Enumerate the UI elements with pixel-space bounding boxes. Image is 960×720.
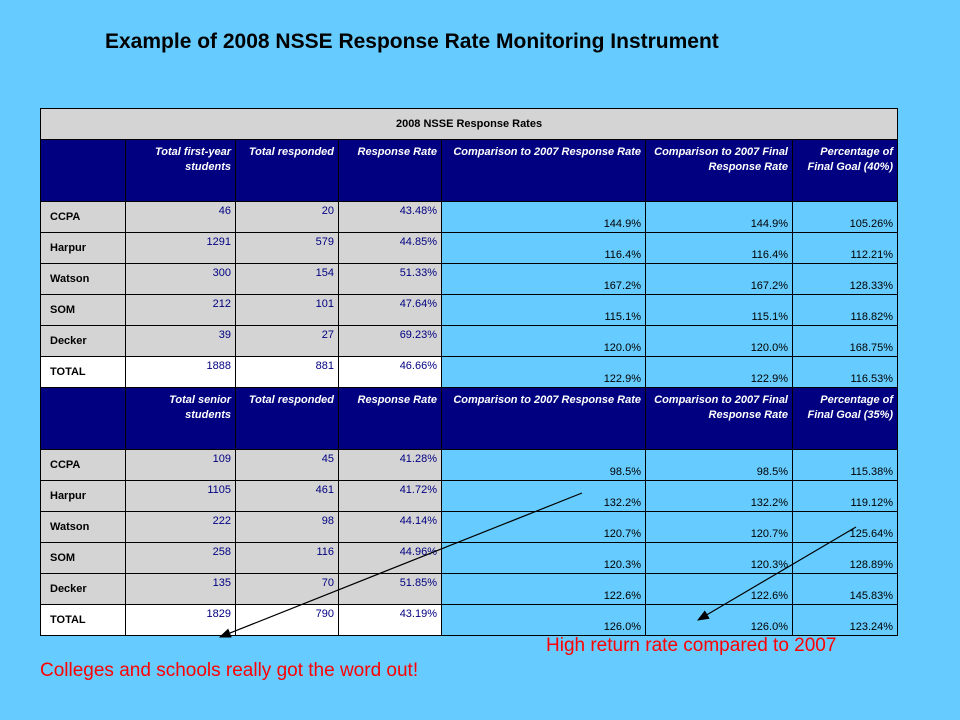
first-year-header-cell: Total first-year students [126, 140, 236, 202]
senior-header-cell: Response Rate [339, 388, 442, 450]
first-year-cell-total: 212 [126, 295, 236, 326]
first-year-cell-rate: 43.48% [339, 202, 442, 233]
first-year-cell-name: Watson [41, 264, 126, 295]
first-year-header-cell: Comparison to 2007 Final Response Rate [646, 140, 793, 202]
senior-cell-cmp-rate: 98.5% [442, 450, 646, 481]
first-year-cell-cmp-rate: 167.2% [442, 264, 646, 295]
first-year-cell-responded: 154 [236, 264, 339, 295]
senior-cell-rate: 41.28% [339, 450, 442, 481]
arrow-to-colleges-note [220, 493, 582, 637]
senior-cell-name: Decker [41, 574, 126, 605]
first-year-cell-cmp-rate: 116.4% [442, 233, 646, 264]
senior-cell-total: 1105 [126, 481, 236, 512]
senior-cell-rate: 41.72% [339, 481, 442, 512]
slide-title: Example of 2008 NSSE Response Rate Monitoring Instrument [105, 30, 719, 53]
first-year-header-cell: Comparison to 2007 Response Rate [442, 140, 646, 202]
senior-cell-cmp-final: 120.3% [646, 543, 793, 574]
senior-cell-name: TOTAL [41, 605, 126, 636]
first-year-cell-responded: 881 [236, 357, 339, 388]
senior-cell-name: Watson [41, 512, 126, 543]
first-year-cell-name: SOM [41, 295, 126, 326]
first-year-cell-responded: 101 [236, 295, 339, 326]
first-year-cell-rate: 47.64% [339, 295, 442, 326]
first-year-cell-total: 300 [126, 264, 236, 295]
first-year-cell-total: 46 [126, 202, 236, 233]
senior-cell-total: 258 [126, 543, 236, 574]
senior-cell-goal: 115.38% [793, 450, 898, 481]
first-year-cell-cmp-final: 120.0% [646, 326, 793, 357]
first-year-header-cell: Response Rate [339, 140, 442, 202]
senior-header-cell: Total senior students [126, 388, 236, 450]
senior-cell-name: SOM [41, 543, 126, 574]
senior-cell-cmp-final: 98.5% [646, 450, 793, 481]
first-year-cell-rate: 46.66% [339, 357, 442, 388]
senior-cell-cmp-final: 120.7% [646, 512, 793, 543]
senior-cell-responded: 98 [236, 512, 339, 543]
first-year-cell-goal: 128.33% [793, 264, 898, 295]
senior-cell-cmp-rate: 122.6% [442, 574, 646, 605]
senior-cell-responded: 116 [236, 543, 339, 574]
first-year-cell-total: 39 [126, 326, 236, 357]
senior-cell-cmp-final: 126.0% [646, 605, 793, 636]
senior-cell-rate: 43.19% [339, 605, 442, 636]
first-year-cell-rate: 51.33% [339, 264, 442, 295]
senior-cell-cmp-rate: 120.7% [442, 512, 646, 543]
first-year-cell-rate: 44.85% [339, 233, 442, 264]
senior-cell-cmp-rate: 132.2% [442, 481, 646, 512]
table-caption: 2008 NSSE Response Rates [41, 109, 898, 140]
first-year-cell-cmp-final: 122.9% [646, 357, 793, 388]
first-year-cell-goal: 112.21% [793, 233, 898, 264]
first-year-cell-cmp-rate: 122.9% [442, 357, 646, 388]
senior-cell-total: 135 [126, 574, 236, 605]
first-year-cell-responded: 579 [236, 233, 339, 264]
first-year-cell-cmp-final: 144.9% [646, 202, 793, 233]
first-year-cell-name: Decker [41, 326, 126, 357]
senior-header-cell: Comparison to 2007 Response Rate [442, 388, 646, 450]
senior-cell-rate: 51.85% [339, 574, 442, 605]
first-year-cell-responded: 20 [236, 202, 339, 233]
first-year-cell-total: 1888 [126, 357, 236, 388]
senior-cell-goal: 123.24% [793, 605, 898, 636]
first-year-header-cell: Percentage of Final Goal (40%) [793, 140, 898, 202]
senior-cell-rate: 44.14% [339, 512, 442, 543]
senior-cell-cmp-rate: 120.3% [442, 543, 646, 574]
senior-cell-goal: 145.83% [793, 574, 898, 605]
annotation-high-return: High return rate compared to 2007 [546, 635, 837, 656]
senior-cell-rate: 44.96% [339, 543, 442, 574]
senior-cell-total: 1829 [126, 605, 236, 636]
first-year-cell-cmp-rate: 144.9% [442, 202, 646, 233]
senior-cell-responded: 70 [236, 574, 339, 605]
first-year-cell-cmp-rate: 115.1% [442, 295, 646, 326]
annotation-colleges: Colleges and schools really got the word out! [40, 660, 419, 681]
first-year-cell-cmp-rate: 120.0% [442, 326, 646, 357]
first-year-cell-total: 1291 [126, 233, 236, 264]
first-year-cell-goal: 116.53% [793, 357, 898, 388]
senior-cell-name: Harpur [41, 481, 126, 512]
first-year-cell-cmp-final: 167.2% [646, 264, 793, 295]
first-year-cell-name: Harpur [41, 233, 126, 264]
senior-cell-goal: 125.64% [793, 512, 898, 543]
senior-header-cell: Total responded [236, 388, 339, 450]
first-year-cell-cmp-final: 115.1% [646, 295, 793, 326]
senior-header-cell: Comparison to 2007 Final Response Rate [646, 388, 793, 450]
first-year-cell-goal: 105.26% [793, 202, 898, 233]
senior-cell-cmp-final: 122.6% [646, 574, 793, 605]
senior-cell-total: 109 [126, 450, 236, 481]
senior-cell-name: CCPA [41, 450, 126, 481]
first-year-cell-goal: 168.75% [793, 326, 898, 357]
senior-cell-responded: 45 [236, 450, 339, 481]
senior-cell-total: 222 [126, 512, 236, 543]
senior-cell-cmp-final: 132.2% [646, 481, 793, 512]
first-year-cell-rate: 69.23% [339, 326, 442, 357]
senior-cell-responded: 790 [236, 605, 339, 636]
senior-cell-goal: 128.89% [793, 543, 898, 574]
senior-cell-cmp-rate: 126.0% [442, 605, 646, 636]
first-year-cell-goal: 118.82% [793, 295, 898, 326]
senior-cell-goal: 119.12% [793, 481, 898, 512]
first-year-cell-cmp-final: 116.4% [646, 233, 793, 264]
first-year-cell-name: TOTAL [41, 357, 126, 388]
arrow-to-high-return-note [698, 527, 856, 620]
senior-header-cell: Percentage of Final Goal (35%) [793, 388, 898, 450]
first-year-cell-name: CCPA [41, 202, 126, 233]
senior-cell-responded: 461 [236, 481, 339, 512]
first-year-cell-responded: 27 [236, 326, 339, 357]
first-year-header-cell: Total responded [236, 140, 339, 202]
